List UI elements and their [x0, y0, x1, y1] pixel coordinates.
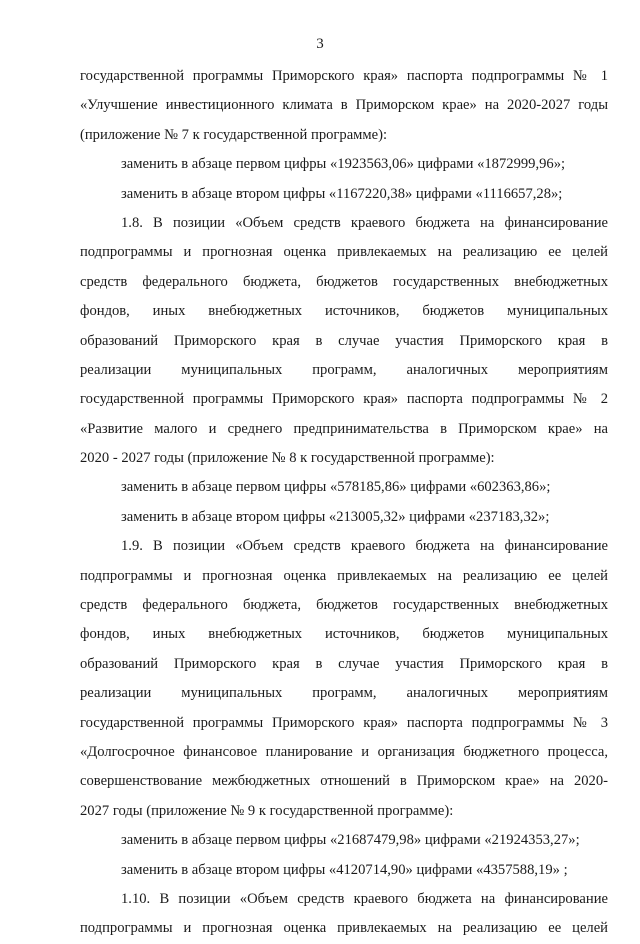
text-line: заменить в абзаце втором цифры «1167220,38» цифрами «1116657,28»; — [121, 185, 563, 202]
text-line: 1.8. В позиции «Объем средств краевого бюджета на финансирование — [121, 214, 608, 231]
text-line: совершенствование межбюджетных отношений в Приморском крае» на 2020- — [80, 773, 608, 790]
text-line: 1.9. В позиции «Объем средств краевого бюджета на финансирование — [121, 538, 608, 555]
text-line: образований Приморского края в случае участия Приморского края в — [80, 655, 608, 672]
text-line: «Улучшение инвестиционного климата в Приморском крае» на 2020-2027 годы — [80, 97, 608, 114]
text-line: подпрограммы и прогнозная оценка привлекаемых на реализацию ее целей — [80, 244, 608, 261]
text-line: подпрограммы и прогнозная оценка привлекаемых на реализацию ее целей — [80, 567, 608, 584]
text-line: фондов, иных внебюджетных источников, бюджетов муниципальных — [80, 303, 608, 320]
text-line: государственной программы Приморского края» паспорта подпрограммы № 2 — [80, 391, 608, 408]
text-line: «Развитие малого и среднего предпринимательства в Приморском крае» на — [80, 420, 608, 437]
text-line: 1.10. В позиции «Объем средств краевого бюджета на финансирование — [121, 890, 608, 907]
text-line: средств федерального бюджета, бюджетов государственных внебюджетных — [80, 273, 608, 290]
text-line: реализации муниципальных программ, аналогичных мероприятиям — [80, 685, 608, 702]
text-line: заменить в абзаце втором цифры «213005,32» цифрами «237183,32»; — [121, 508, 550, 525]
text-line: 2020 - 2027 годы (приложение № 8 к государственной программе): — [80, 450, 495, 467]
text-line: фондов, иных внебюджетных источников, бюджетов муниципальных — [80, 626, 608, 643]
text-line: заменить в абзаце первом цифры «578185,86» цифрами «602363,86»; — [121, 479, 551, 496]
text-line: государственной программы Приморского края» паспорта подпрограммы № 1 — [80, 68, 608, 84]
text-line: заменить в абзаце втором цифры «4120714,90» цифрами «4357588,19» ; — [121, 861, 568, 878]
text-line: (приложение № 7 к государственной программе): — [80, 126, 388, 143]
text-line: «Долгосрочное финансовое планирование и организация бюджетного процесса, — [80, 743, 608, 760]
document-body — [80, 62, 608, 944]
text-line: подпрограммы и прогнозная оценка привлекаемых на реализацию ее целей — [80, 920, 608, 937]
text-line: заменить в абзаце первом цифры «21687479,98» цифрами «21924353,27»; — [121, 832, 580, 849]
text-line: государственной программы Приморского края» паспорта подпрограммы № 3 — [80, 714, 608, 731]
text-line: образований Приморского края в случае участия Приморского края в — [80, 332, 608, 349]
text-line: средств федерального бюджета, бюджетов государственных внебюджетных — [80, 597, 608, 614]
text-line: реализации муниципальных программ, аналогичных мероприятиям — [80, 361, 608, 378]
text-line: заменить в абзаце первом цифры «1923563,06» цифрами «1872999,96»; — [121, 156, 566, 173]
text-line: 2027 годы (приложение № 9 к государственной программе): — [80, 802, 454, 819]
page-number: 3 — [316, 36, 324, 52]
